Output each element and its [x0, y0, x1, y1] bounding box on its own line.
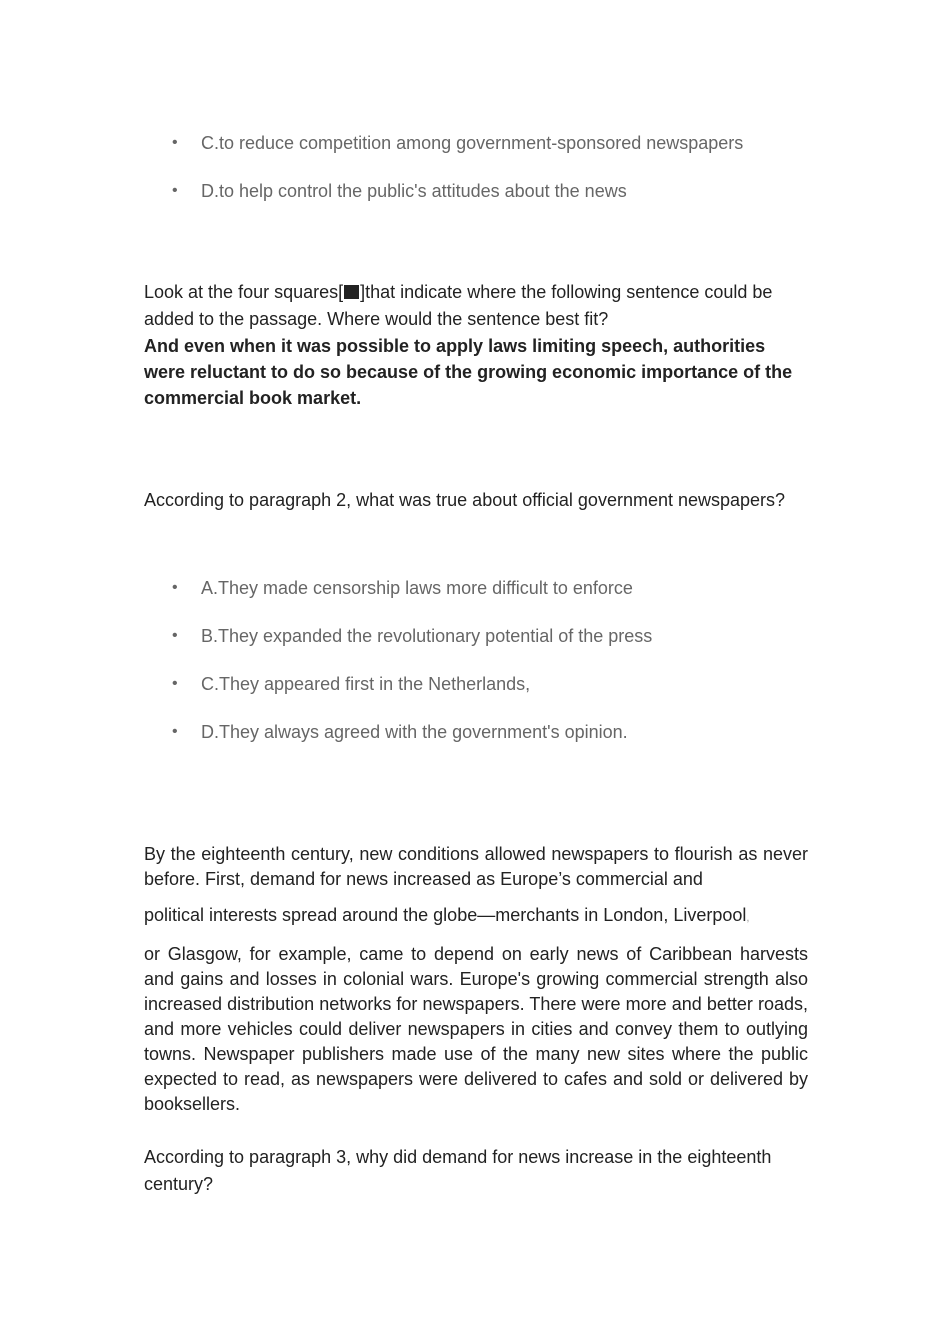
- bullet: •: [172, 182, 178, 199]
- paragraph3-question-prompt: According to paragraph 3, why did demand for news increase in the eighteenth century?: [144, 1147, 772, 1194]
- option-c[interactable]: [144, 131, 824, 179]
- black-square-icon: [344, 285, 359, 299]
- option-label: D.to help control the public's attitudes about the news: [201, 181, 627, 201]
- passage-line-punct: ,: [746, 912, 750, 924]
- prompt-text-before: Look at the four squares[: [144, 282, 344, 302]
- option-c[interactable]: [144, 672, 824, 720]
- option-label: D.They always agreed with the government's opinion.: [201, 722, 628, 742]
- option-label: A.They made censorship laws more difficult to enforce: [201, 578, 633, 598]
- passage-line-text: political interests spread around the globe—merchants in London, Liverpool: [144, 905, 747, 925]
- bullet: •: [172, 579, 178, 596]
- question-prompt: [144, 279, 808, 333]
- paragraph2-question-prompt: According to paragraph 2, what was true about official government newspapers?: [144, 490, 786, 510]
- bullet: •: [172, 134, 178, 151]
- bullet: •: [172, 627, 178, 644]
- option-label: C.They appeared first in the Netherlands,: [201, 674, 531, 694]
- previous-question-options: [144, 131, 824, 227]
- paragraph2-question-options: [144, 576, 824, 768]
- passage-paragraph3-line3: [144, 903, 808, 930]
- prompt-text-after: ]that indicate where the following sentence could be added to the passage. Where would the sentence best fit?: [144, 282, 773, 329]
- option-b[interactable]: [144, 624, 824, 672]
- option-a[interactable]: [144, 576, 824, 624]
- option-d[interactable]: [144, 720, 824, 768]
- option-label: B.They expanded the revolutionary potential of the press: [201, 626, 653, 646]
- sentence-to-insert: And even when it was possible to apply laws limiting speech, authorities were reluctant to do so because of the growing economic importance of the commercial book market.: [144, 336, 793, 408]
- bullet: •: [172, 675, 178, 692]
- bullet: •: [172, 723, 178, 740]
- option-d[interactable]: [144, 179, 824, 227]
- insert-sentence-question: [144, 279, 808, 411]
- option-label: C.to reduce competition among government-sponsored newspapers: [201, 133, 744, 153]
- passage-paragraph3-part1: By the eighteenth century, new conditions allowed newspapers to flourish as never before. First, demand for news increased as Europe’s commercial and: [144, 844, 808, 889]
- passage-paragraph3-part2: or Glasgow, for example, came to depend on early news of Caribbean harvests and gains and losses in colonial wars. Europe's growing commercial strength also increased distribution networks for newspapers. There were more and better roads, and more vehicles could deliver newspapers in cities and convey them to outlying towns. Newspaper publishers made use of the many new sites where the public expected to read, as newspapers were delivered to cafes and sold or delivered by booksellers.: [144, 944, 808, 1114]
